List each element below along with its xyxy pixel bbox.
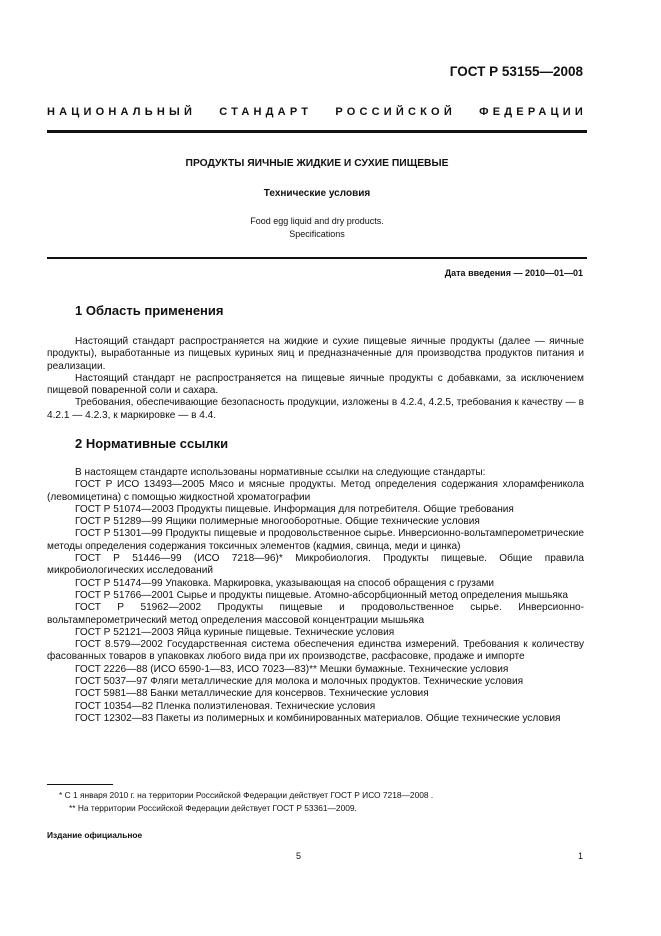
section-1-paragraph: Настоящий стандарт распространяется на жидкие и сухие пищевые яичные продукты (далее — яичные продукты), выработанные из пищевых куриных яиц и предназначенные для производства продуктов питания и реализации.	[47, 336, 584, 372]
section-1-paragraph: Требования, обеспечивающие безопасность продукции, изложены в 4.2.4, 4.2.5, требования к качеству — в 4.2.1 — 4.2.3, к маркировке — в 4.4.	[47, 397, 584, 421]
header-thick-rule	[47, 130, 587, 133]
footnote-2: ** На территории Российской Федерации действует ГОСТ Р 53361—2009.	[69, 802, 357, 813]
document-title: ПРОДУКТЫ ЯИЧНЫЕ ЖИДКИЕ И СУХИЕ ПИЩЕВЫЕ	[185, 158, 449, 169]
reference-item: ГОСТ 5981—88 Банки металлические для консервов. Технические условия	[75, 688, 429, 700]
english-title	[47, 215, 587, 241]
reference-item: ГОСТ Р 51962—2002 Продукты пищевые и продовольственное сырье. Инверсионно-вольтамперометрический метод определения массовой концентрации мышьяка	[47, 602, 584, 626]
footnotes	[47, 789, 584, 814]
reference-item: ГОСТ 5037—97 Фляги металлические для молока и молочных продуктов. Технические условия	[75, 676, 524, 688]
reference-item: ГОСТ Р 51474—99 Упаковка. Маркировка, указывающая на способ обращения с грузами	[75, 577, 495, 589]
section-2-body	[47, 467, 584, 725]
reference-item: ГОСТ Р 52121—2003 Яйца куриные пищевые. Технические условия	[75, 626, 395, 638]
reference-item: ГОСТ Р ИСО 13493—2005 Мясо и мясные продукты. Метод определения содержания хлорамфеникола (левомицетина) с помощью жидкостной хроматографии	[47, 479, 584, 503]
page-number-right: 1	[578, 851, 584, 861]
section-1-body	[47, 336, 584, 422]
national-standard-banner: НАЦИОНАЛЬНЫЙ СТАНДАРТ РОССИЙСКОЙ ФЕДЕРАЦИИ	[47, 106, 587, 118]
effective-date: Дата введения — 2010—01—01	[444, 268, 583, 278]
footnote-divider	[47, 784, 113, 785]
section-1-heading: 1 Область применения	[75, 303, 224, 318]
page-number-center: 5	[296, 851, 302, 861]
reference-item: ГОСТ 8.579—2002 Государственная система обеспечения единства измерений. Требования к количеству фасованных товаров в упаковках любого вида при их производстве, расфасовке, продаже и импорте	[47, 639, 584, 663]
footnote-1: * С 1 января 2010 г. на территории Российской Федерации действует ГОСТ Р ИСО 7218—2008 .	[59, 790, 434, 800]
section-1-paragraph: Настоящий стандарт не распространяется на пищевые яичные продукты с добавками, за исключением пищевой поваренной соли и сахара.	[47, 372, 584, 397]
reference-item: ГОСТ 10354—82 Пленка полиэтиленовая. Технические условия	[75, 700, 376, 712]
title-rule	[47, 257, 587, 259]
document-subtitle: Технические условия	[263, 188, 371, 199]
reference-item: ГОСТ 12302—83 Пакеты из полимерных и комбинированных материалов. Общие технические условия	[75, 712, 561, 724]
english-title-line2: Specifications	[289, 229, 345, 239]
standard-number: ГОСТ Р 53155—2008	[449, 64, 583, 79]
english-title-line1: Food egg liquid and dry products.	[250, 216, 384, 226]
section-2-heading: 2 Нормативные ссылки	[75, 436, 229, 451]
references-intro: В настоящем стандарте использованы нормативные ссылки на следующие стандарты:	[75, 467, 486, 478]
reference-item: ГОСТ Р 51766—2001 Сырье и продукты пищевые. Атомно-абсорбционный метод определения мышьяка	[75, 589, 569, 601]
reference-item: ГОСТ Р 51289—99 Ящики полимерные многооборотные. Общие технические условия	[75, 516, 480, 528]
reference-item: ГОСТ Р 51301—99 Продукты пищевые и продовольственное сырье. Инверсионно-вольтамперометрические методы определения содержания токсичных элементов (кадмия, свинца, меди и цинка)	[47, 528, 584, 552]
edition-note: Издание официальное	[47, 830, 143, 840]
reference-item: ГОСТ 2226—88 (ИСО 6590-1—83, ИСО 7023—83)** Мешки бумажные. Технические условия	[75, 663, 509, 675]
reference-item: ГОСТ Р 51446—99 (ИСО 7218—96)* Микробиология. Продукты пищевые. Общие правила микробиологических исследований	[47, 553, 584, 577]
reference-item: ГОСТ Р 51074—2003 Продукты пищевые. Информация для потребителя. Общие требования	[75, 503, 514, 515]
